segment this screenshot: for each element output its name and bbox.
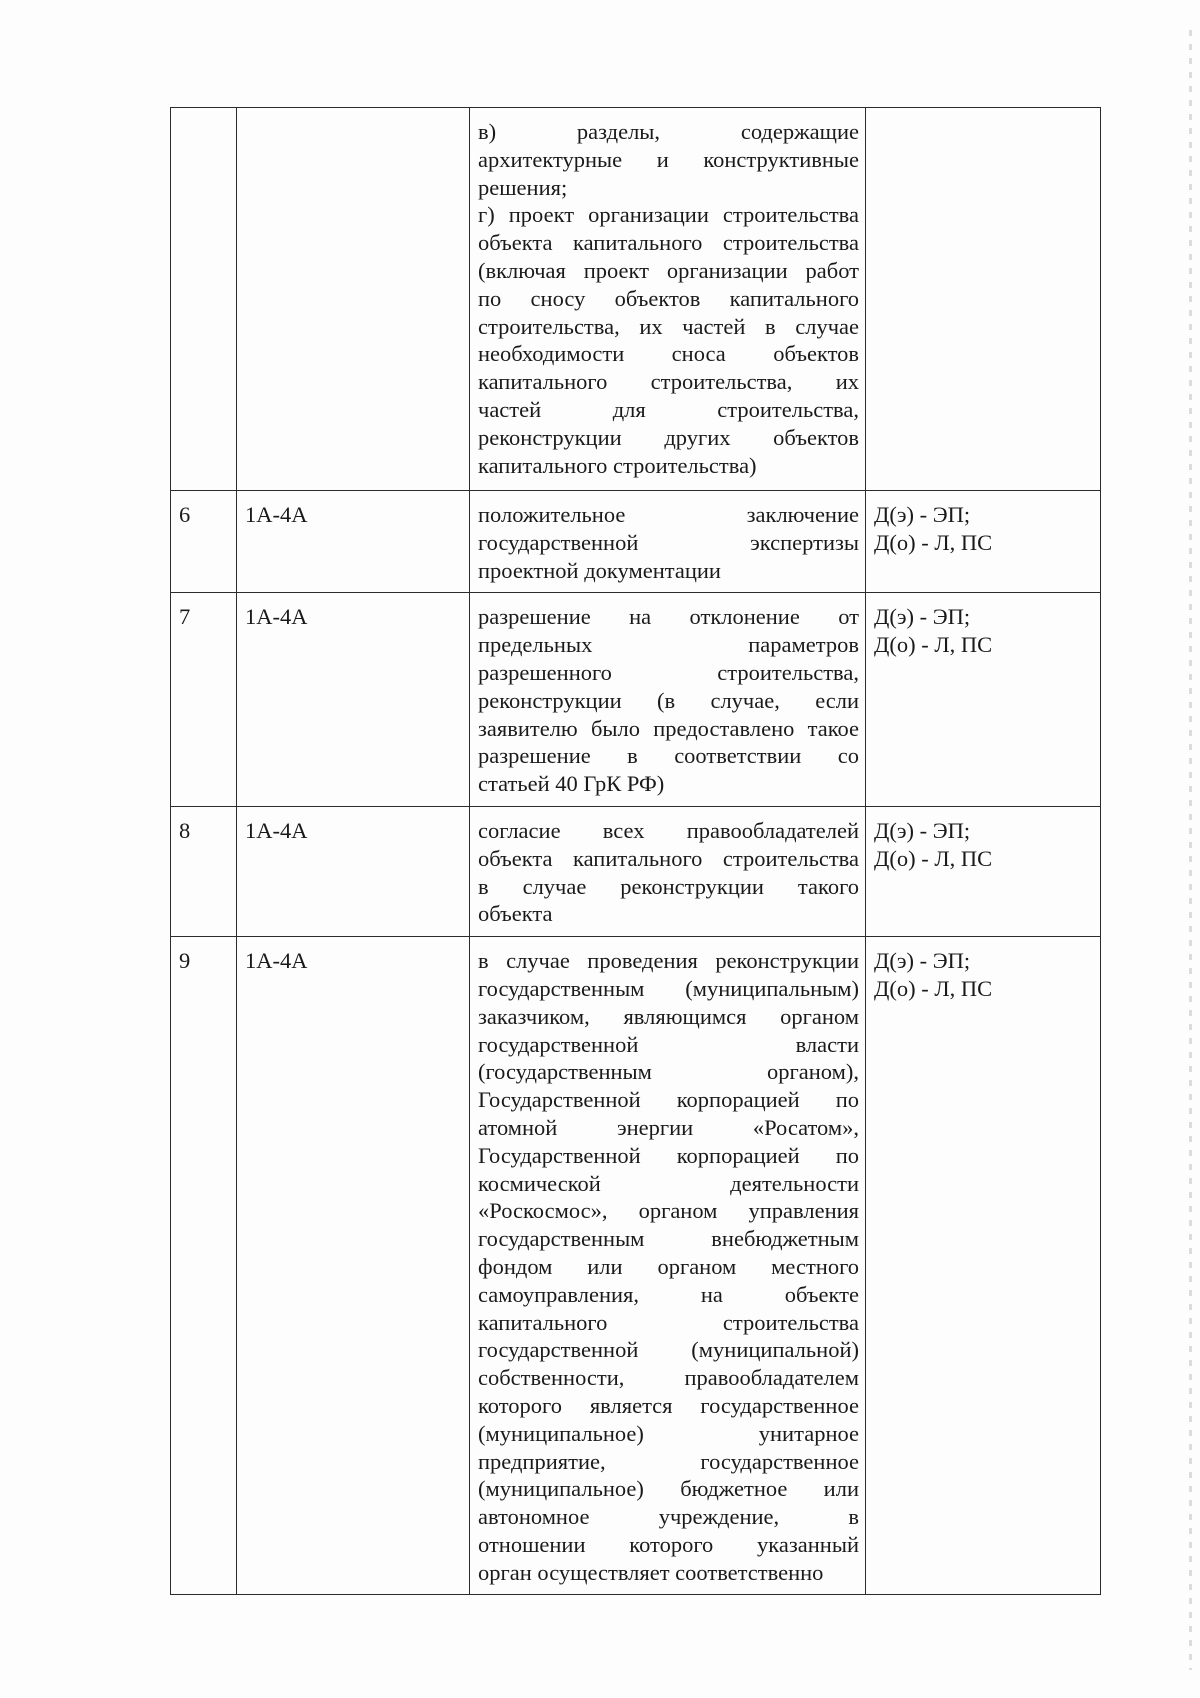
description-line: предельных параметров <box>478 632 859 658</box>
submission-format-cell <box>866 806 1101 936</box>
description-line: фондом или органом местного <box>478 1253 859 1279</box>
description-line: (государственным органом), <box>478 1059 859 1085</box>
submission-format-line: Д(э) - ЭП; <box>874 817 971 843</box>
document-description-cell <box>470 806 866 936</box>
description-line: государственным внебюджетным <box>478 1226 859 1252</box>
description-line: автономное учреждение, в <box>478 1504 859 1530</box>
description-line: отношении которого указанный <box>478 1531 859 1557</box>
description-line: разрешение на отклонение от <box>478 604 859 630</box>
description-line: необходимости сноса объектов <box>478 341 859 367</box>
description-line: государственной экспертизы <box>478 529 859 555</box>
description-line: разрешение в соответствии со <box>478 743 859 769</box>
description-line: капитального строительства) <box>478 452 757 478</box>
description-line: которого является государственное <box>478 1392 859 1418</box>
description-line: решения; <box>478 174 568 200</box>
description-line: проектной документации <box>478 557 721 583</box>
submission-format-line: Д(о) - Л, ПС <box>874 529 993 555</box>
category-code-cell <box>237 108 470 491</box>
description-line: объекта капитального строительства <box>478 230 859 256</box>
category-code-cell: 1А-4А <box>237 491 470 593</box>
description-line: (включая проект организации работ <box>478 257 859 283</box>
description-line: согласие всех правообладателей <box>478 817 859 843</box>
submission-format-line: Д(о) - Л, ПС <box>874 632 993 658</box>
category-code-cell: 1А-4А <box>237 806 470 936</box>
category-code-cell: 1А-4А <box>237 593 470 807</box>
description-line: объекта капитального строительства <box>478 845 859 871</box>
row-number-cell: 7 <box>171 593 237 807</box>
row-number-cell: 9 <box>171 937 237 1595</box>
scan-edge-artifact <box>1189 30 1192 1670</box>
description-line: частей для строительства, <box>478 396 859 422</box>
document-description-cell <box>470 108 866 491</box>
description-line: атомной энергии «Росатом», <box>478 1114 859 1140</box>
document-description-cell <box>470 593 866 807</box>
description-line: в) разделы, содержащие <box>478 119 859 144</box>
description-line: реконструкции (в случае, если <box>478 687 859 713</box>
description-line: капитального строительства, их <box>478 369 859 395</box>
description-line: Государственной корпорацией по <box>478 1087 859 1113</box>
description-line: статьей 40 ГрК РФ) <box>478 771 665 797</box>
description-line: предприятие, государственное <box>478 1448 859 1474</box>
submission-format-cell <box>866 491 1101 593</box>
submission-format-cell <box>866 108 1101 491</box>
description-line: космической деятельности <box>478 1170 859 1196</box>
description-line: (муниципальное) унитарное <box>478 1420 859 1446</box>
description-line: положительное заключение <box>478 502 859 527</box>
description-line: государственным (муниципальным) <box>478 975 859 1001</box>
document-description-cell <box>470 491 866 593</box>
description-line: орган осуществляет соответственно <box>478 1559 824 1585</box>
submission-format-cell <box>866 937 1101 1595</box>
description-line: заявителю было предоставлено такое <box>478 715 859 741</box>
description-line: в случае проведения реконструкции <box>478 948 859 974</box>
submission-format-line: Д(о) - Л, ПС <box>874 975 993 1001</box>
description-line: государственной (муниципальной) <box>478 1337 859 1363</box>
description-line: собственности, правообладателем <box>478 1365 859 1391</box>
description-line: архитектурные и конструктивные <box>478 146 859 172</box>
table-row <box>171 806 1101 936</box>
document-description-cell <box>470 937 866 1595</box>
description-line: по сносу объектов капитального <box>478 285 859 311</box>
description-line: заказчиком, являющимся органом <box>478 1003 859 1029</box>
row-number-cell: 8 <box>171 806 237 936</box>
submission-format-line: Д(о) - Л, ПС <box>874 845 993 871</box>
description-line: объекта <box>478 901 553 927</box>
description-line: капитального строительства <box>478 1309 859 1335</box>
description-line: самоуправления, на объекте <box>478 1281 859 1307</box>
submission-format-line: Д(э) - ЭП; <box>874 604 971 630</box>
table-row <box>171 937 1101 1595</box>
description-line: строительства, их частей в случае <box>478 313 859 339</box>
submission-format-line: Д(э) - ЭП; <box>874 948 971 974</box>
description-line: «Роскосмос», органом управления <box>478 1198 859 1224</box>
description-line: в случае реконструкции такого <box>478 873 859 899</box>
table-row <box>171 108 1101 491</box>
description-line: государственной власти <box>478 1031 859 1057</box>
table-row <box>171 491 1101 593</box>
category-code-cell: 1А-4А <box>237 937 470 1595</box>
submission-format-cell <box>866 593 1101 807</box>
row-number-cell <box>171 108 237 491</box>
description-line: г) проект организации строительства <box>478 202 859 228</box>
documents-table <box>170 107 1101 1595</box>
description-line: разрешенного строительства, <box>478 659 859 685</box>
row-number-cell: 6 <box>171 491 237 593</box>
table-row <box>171 593 1101 807</box>
submission-format-line: Д(э) - ЭП; <box>874 502 971 527</box>
documents-table-body <box>171 108 1101 1595</box>
description-line: Государственной корпорацией по <box>478 1142 859 1168</box>
description-line: (муниципальное) бюджетное или <box>478 1476 859 1502</box>
description-line: реконструкции других объектов <box>478 424 859 450</box>
